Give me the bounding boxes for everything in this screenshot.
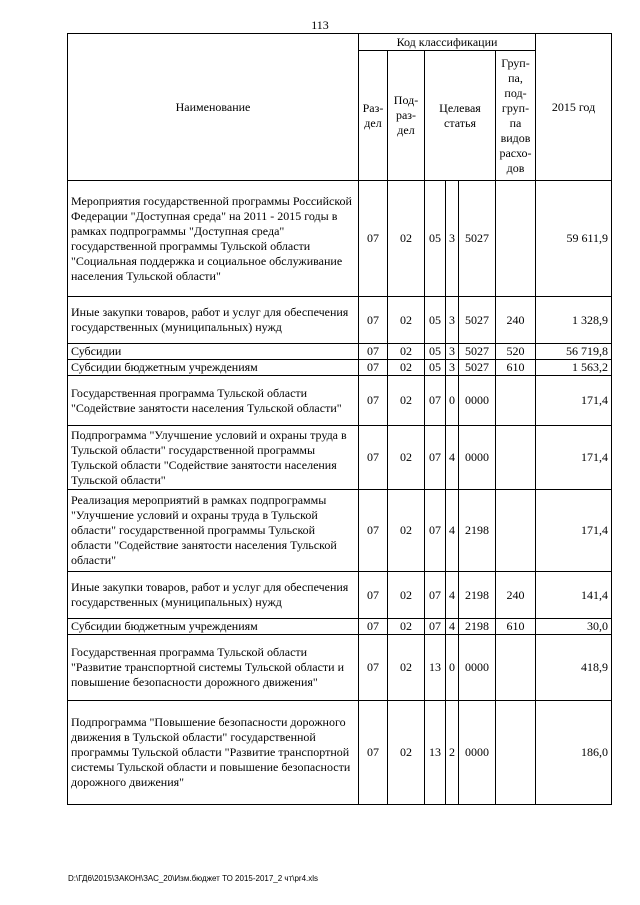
- row-expense-group: [496, 426, 536, 490]
- row-amount: 1 328,9: [536, 297, 612, 344]
- page-number: 113: [311, 18, 329, 32]
- row-target-subprogram: 4: [446, 426, 459, 490]
- row-subsection: 02: [388, 344, 425, 360]
- row-amount: 141,4: [536, 572, 612, 619]
- row-section: 07: [359, 619, 388, 635]
- row-target-subprogram: 2: [446, 701, 459, 805]
- header-year: 2015 год: [536, 34, 612, 181]
- row-target-direction: 0000: [459, 701, 496, 805]
- row-target-direction: 5027: [459, 344, 496, 360]
- row-expense-group: [496, 490, 536, 572]
- row-name: Реализация мероприятий в рамках подпрограммы "Улучшение условий и охраны труда в Тульской области" государственной программы Тульской области "Содействие занятости населения Тульской области": [68, 490, 359, 572]
- row-section: 07: [359, 426, 388, 490]
- row-target-program: 05: [425, 360, 446, 376]
- row-target-direction: 5027: [459, 181, 496, 297]
- header-expense-group: Груп- па, под- груп- па видов расхо- дов: [496, 51, 536, 181]
- row-target-subprogram: 4: [446, 490, 459, 572]
- row-amount: 171,4: [536, 490, 612, 572]
- row-expense-group: 610: [496, 360, 536, 376]
- row-target-direction: 5027: [459, 360, 496, 376]
- row-expense-group: 610: [496, 619, 536, 635]
- row-target-program: 07: [425, 490, 446, 572]
- budget-table: [67, 33, 612, 805]
- table-body: [68, 181, 612, 805]
- row-target-direction: 0000: [459, 426, 496, 490]
- row-target-subprogram: 3: [446, 181, 459, 297]
- row-target-subprogram: 0: [446, 635, 459, 701]
- row-target-subprogram: 3: [446, 360, 459, 376]
- row-section: 07: [359, 376, 388, 426]
- row-amount: 171,4: [536, 376, 612, 426]
- row-amount: 1 563,2: [536, 360, 612, 376]
- table-row: [68, 426, 612, 490]
- row-target-program: 07: [425, 376, 446, 426]
- table-row: [68, 619, 612, 635]
- row-name: Иные закупки товаров, работ и услуг для обеспечения государственных (муниципальных) нужд: [68, 297, 359, 344]
- table-row: [68, 344, 612, 360]
- table-row: [68, 635, 612, 701]
- header-classification-code: Код классификации: [359, 34, 536, 51]
- row-target-subprogram: 3: [446, 297, 459, 344]
- row-section: 07: [359, 572, 388, 619]
- row-subsection: 02: [388, 297, 425, 344]
- row-target-direction: 0000: [459, 376, 496, 426]
- row-amount: 56 719,8: [536, 344, 612, 360]
- row-subsection: 02: [388, 490, 425, 572]
- row-amount: 30,0: [536, 619, 612, 635]
- row-subsection: 02: [388, 376, 425, 426]
- row-target-program: 13: [425, 635, 446, 701]
- row-name: Субсидии бюджетным учреждениям: [68, 619, 359, 635]
- header-name: Наименование: [68, 34, 359, 181]
- row-amount: 418,9: [536, 635, 612, 701]
- header-section: Раз- дел: [359, 51, 388, 181]
- file-path-footer: D:\ГД6\2015\ЗАКОН\ЗАС_20\Изм.бюджет ТО 2015-2017_2 чт\pr4.xls: [68, 874, 319, 883]
- row-section: 07: [359, 297, 388, 344]
- row-expense-group: 240: [496, 572, 536, 619]
- row-amount: 186,0: [536, 701, 612, 805]
- row-section: 07: [359, 344, 388, 360]
- table-row: [68, 490, 612, 572]
- row-amount: 171,4: [536, 426, 612, 490]
- header-subsection: Под- раз- дел: [388, 51, 425, 181]
- table-row: [68, 376, 612, 426]
- row-target-program: 07: [425, 426, 446, 490]
- row-expense-group: [496, 181, 536, 297]
- table-row: [68, 701, 612, 805]
- row-name: Подпрограмма "Повышение безопасности дорожного движения в Тульской области" государственной программы Тульской области "Развитие транспортной системы Тульской области и повышение безопасности дорожного движения": [68, 701, 359, 805]
- row-expense-group: 240: [496, 297, 536, 344]
- table-row: [68, 360, 612, 376]
- row-target-subprogram: 4: [446, 572, 459, 619]
- row-name: Мероприятия государственной программы Российской Федерации "Доступная среда" на 2011 - 2015 годы в рамках подпрограммы "Доступная среда" государственной программы Тульской области "Социальная поддержка и социальное обслуживание населения Тульской области": [68, 181, 359, 297]
- row-section: 07: [359, 701, 388, 805]
- row-name: Государственная программа Тульской области "Развитие транспортной системы Тульской области и повышение безопасности дорожного движения": [68, 635, 359, 701]
- row-expense-group: 520: [496, 344, 536, 360]
- row-expense-group: [496, 701, 536, 805]
- row-name: Субсидии: [68, 344, 359, 360]
- table-row: [68, 181, 612, 297]
- row-target-program: 07: [425, 619, 446, 635]
- row-target-program: 05: [425, 297, 446, 344]
- row-subsection: 02: [388, 426, 425, 490]
- row-target-direction: 2198: [459, 619, 496, 635]
- row-amount: 59 611,9: [536, 181, 612, 297]
- row-target-program: 05: [425, 344, 446, 360]
- row-subsection: 02: [388, 572, 425, 619]
- table-row: [68, 297, 612, 344]
- row-target-program: 13: [425, 701, 446, 805]
- row-subsection: 02: [388, 701, 425, 805]
- row-section: 07: [359, 181, 388, 297]
- row-name: Иные закупки товаров, работ и услуг для обеспечения государственных (муниципальных) нужд: [68, 572, 359, 619]
- row-name: Государственная программа Тульской области "Содействие занятости населения Тульской области": [68, 376, 359, 426]
- row-expense-group: [496, 635, 536, 701]
- row-target-direction: 0000: [459, 635, 496, 701]
- table-row: [68, 572, 612, 619]
- row-target-program: 07: [425, 572, 446, 619]
- row-target-subprogram: 0: [446, 376, 459, 426]
- row-section: 07: [359, 490, 388, 572]
- row-subsection: 02: [388, 635, 425, 701]
- row-subsection: 02: [388, 181, 425, 297]
- row-expense-group: [496, 376, 536, 426]
- row-target-subprogram: 3: [446, 344, 459, 360]
- row-section: 07: [359, 360, 388, 376]
- row-name: Субсидии бюджетным учреждениям: [68, 360, 359, 376]
- row-section: 07: [359, 635, 388, 701]
- row-subsection: 02: [388, 360, 425, 376]
- row-target-program: 05: [425, 181, 446, 297]
- row-target-subprogram: 4: [446, 619, 459, 635]
- header-target-article: Целевая статья: [425, 51, 496, 181]
- row-name: Подпрограмма "Улучшение условий и охраны труда в Тульской области" государственной программы Тульской области "Содействие занятости населения Тульской области": [68, 426, 359, 490]
- header-row-1: [68, 34, 612, 51]
- row-target-direction: 5027: [459, 297, 496, 344]
- row-target-direction: 2198: [459, 490, 496, 572]
- row-target-direction: 2198: [459, 572, 496, 619]
- row-subsection: 02: [388, 619, 425, 635]
